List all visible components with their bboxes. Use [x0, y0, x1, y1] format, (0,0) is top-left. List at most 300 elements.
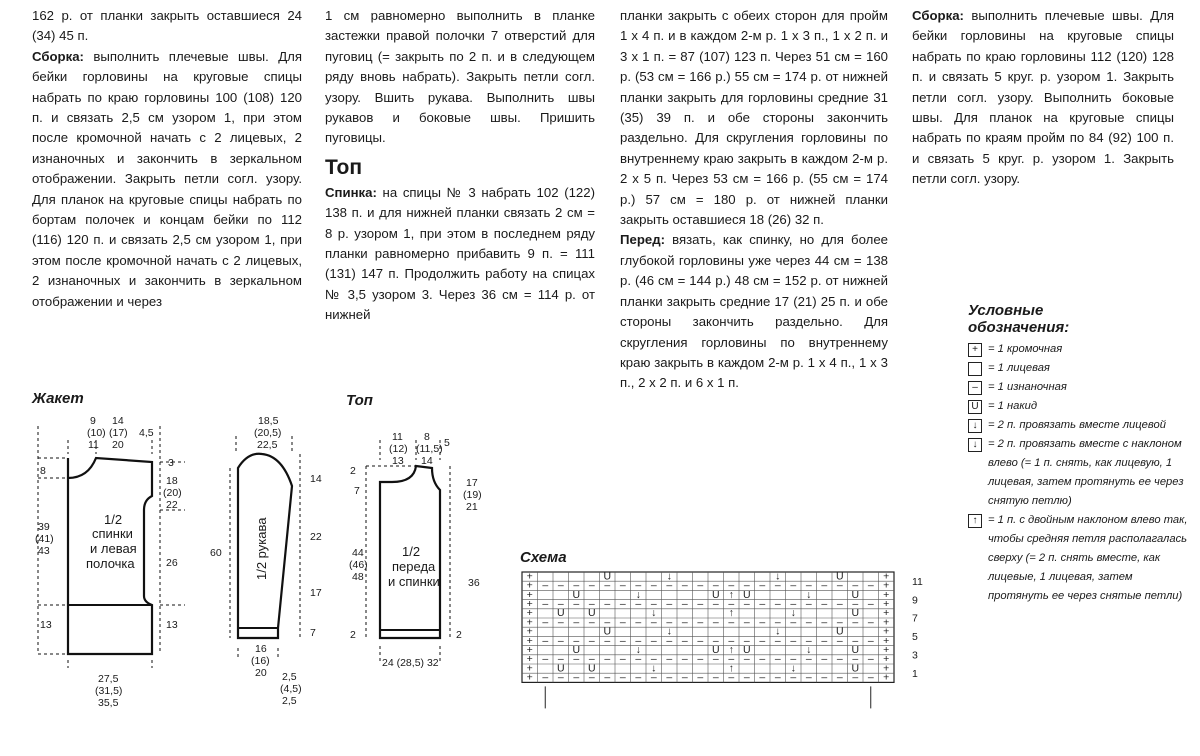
chart-stitch: ↓ — [635, 643, 641, 656]
chart-stitch: ↓ — [651, 662, 657, 675]
sleeve-mid: 22 — [310, 531, 322, 543]
chart-stitch: + — [883, 579, 890, 592]
top-bottom-w: 24 (28,5) 32 — [382, 657, 439, 669]
chart-stitch: – — [774, 671, 781, 684]
chart-stitch: – — [557, 634, 564, 647]
jacket-label: полочка — [86, 556, 135, 571]
chart-stitch: + — [883, 662, 890, 675]
chart-stitch: – — [681, 579, 688, 592]
jacket-shoulder-h: 3 — [168, 457, 174, 469]
sleeve-top-w: 22,5 — [257, 439, 278, 451]
jacket-title: Жакет — [32, 390, 84, 407]
chart-stitch: – — [588, 653, 595, 666]
sleeve-offset: (4,5) — [280, 683, 302, 695]
chart-stitch: ↓ — [666, 625, 672, 638]
jacket-shoulder-w: 14 — [112, 415, 124, 427]
chart-stitch: – — [852, 597, 859, 610]
top-shoulder-w: 8 — [424, 431, 430, 443]
chart-stitch: U — [851, 607, 860, 620]
chart-stitch: – — [759, 671, 766, 684]
top-armhole: 21 — [466, 501, 478, 513]
chart-stitch: – — [759, 597, 766, 610]
chart-stitch: – — [774, 597, 781, 610]
chart-stitch: – — [604, 671, 611, 684]
text-column-2 — [325, 6, 595, 326]
top-label: переда — [392, 559, 436, 574]
chart-stitch: – — [588, 579, 595, 592]
chart-stitch: – — [619, 671, 626, 684]
jacket-side: 26 — [166, 557, 178, 569]
chart-stitch: – — [697, 671, 704, 684]
legend-symbol: ↓ — [968, 419, 982, 433]
chart-stitch: – — [821, 616, 828, 629]
jacket-neck-w: 9 — [90, 415, 96, 427]
chart-stitch: ↓ — [806, 643, 812, 656]
chart-stitch: – — [743, 653, 750, 666]
chart-stitch: – — [759, 579, 766, 592]
row-number: 11 — [912, 575, 923, 588]
chart-stitch: U — [572, 588, 581, 601]
legend-symbol — [968, 362, 982, 376]
chart-stitch: – — [697, 653, 704, 666]
chart-stitch: U — [851, 588, 860, 601]
jacket-total-h: 39 — [38, 521, 50, 533]
chart-stitch: – — [852, 634, 859, 647]
chart-stitch: ↓ — [806, 588, 812, 601]
paragraph: планки закрыть с обеих сторон для пройм 1 х 4 п. и в каждом 2-м р. 1 х 3 п., 1 х 2 п. и 3 х 1 п. = 87 (107) 123 п. Через 51 см = 160 р. (53 см = 166 р.) 55 см = 174 р. от нижней планки закрыть для горловины средние 31 (35) 39 п. и обе стороны закончить раздельно. Для скругления горловины по внутреннему краю закрыть в каждом 2-м р. 2 х 5 п. Через 53 см = 166 р. (55 см = 174 р.) 57 см = 180 р. от нижней планки закрыть оставшиеся 18 (26) 32 п. — [620, 8, 888, 228]
chart-stitch: + — [526, 671, 533, 684]
chart-stitch: – — [790, 671, 797, 684]
chart-stitch: – — [774, 616, 781, 629]
sleeve-cap: 14 — [310, 473, 322, 485]
chart-stitch: – — [619, 579, 626, 592]
chart-stitch: ↓ — [790, 662, 796, 675]
legend-symbol: ↑ — [968, 514, 982, 528]
chart-stitch: – — [790, 579, 797, 592]
chart-stitch: U — [603, 570, 612, 583]
chart-stitch: – — [743, 671, 750, 684]
chart-stitch: – — [635, 653, 642, 666]
chart-stitch: – — [821, 579, 828, 592]
chart-stitch: – — [604, 653, 611, 666]
chart-stitch: – — [836, 634, 843, 647]
chart-stitch: + — [883, 671, 890, 684]
chart-stitch: – — [542, 671, 549, 684]
chart-stitch: – — [759, 653, 766, 666]
chart-stitch: – — [588, 671, 595, 684]
chart-stitch: + — [883, 625, 890, 638]
chart-stitch: – — [743, 616, 750, 629]
chart-stitch: – — [542, 653, 549, 666]
chart-stitch: – — [774, 653, 781, 666]
top-neck-w: 11 — [392, 431, 403, 443]
legend-item — [968, 416, 1193, 435]
legend-title-1: Условные — [968, 302, 1044, 319]
chart-stitch: – — [557, 597, 564, 610]
paragraph: 162 р. от планки закрыть оставшиеся 24 (34) 45 п. — [32, 8, 302, 44]
paragraph-text: выполнить плечевые швы. Для бейки горловины на круговые спицы набрать по краю горловины 100 (108) 120 п. и связать 2,5 см узором 1, при этом после кромочной начать с 2 лицевых, 2 изнаночных и закончить в зеркальном отображении. Закрыть петли согл. узору. Для планок на круговые спицы набрать по бортам полочек и концам бейки по 112 (116) 120 п. и связать 2,5 см узором 1, при этом после кромочной начать с 2 лицевых, 2 изнаночных и закончить в зеркальном отображении и через — [32, 48, 302, 309]
jacket-bottom-w: 35,5 — [98, 697, 119, 709]
chart-stitch: – — [774, 634, 781, 647]
chart-stitch: + — [526, 634, 533, 647]
top-title: Топ — [346, 392, 373, 409]
chart-stitch: – — [867, 634, 874, 647]
chart-stitch: – — [805, 579, 812, 592]
chart-stitch: – — [635, 616, 642, 629]
chart-stitch: – — [867, 597, 874, 610]
legend-symbol: ↓ — [968, 438, 982, 452]
chart-stitch: – — [666, 579, 673, 592]
sleeve-low: 17 — [310, 587, 322, 599]
chart-stitch: – — [728, 616, 735, 629]
top-neck-w: (12) — [389, 443, 408, 455]
jacket-label: 1/2 — [104, 512, 123, 527]
chart-stitch: – — [681, 634, 688, 647]
chart-stitch: – — [805, 671, 812, 684]
chart-stitch: – — [790, 653, 797, 666]
chart-stitch: + — [883, 653, 890, 666]
chart-stitch: – — [635, 597, 642, 610]
chart-stitch: + — [526, 607, 533, 620]
jacket-bottom-w: (31,5) — [95, 685, 123, 697]
chart-stitch: – — [666, 616, 673, 629]
jacket-label: и левая — [90, 541, 137, 556]
chart-stitch: – — [836, 653, 843, 666]
chart-stitch: – — [821, 597, 828, 610]
sleeve-bottom-w: 20 — [255, 667, 267, 679]
chart-stitch: – — [697, 634, 704, 647]
jacket-armhole: (20) — [163, 487, 182, 499]
chart-stitch: – — [867, 579, 874, 592]
legend-symbol: – — [968, 381, 982, 395]
chart-stitch: – — [666, 597, 673, 610]
chart-stitch: ↑ — [728, 588, 734, 601]
top-top-h: 2 — [350, 465, 356, 477]
jacket-total-h: 43 — [38, 545, 50, 557]
jacket-total-h: (41) — [35, 533, 54, 545]
chart-stitch: – — [821, 671, 828, 684]
chart-stitch: U — [742, 643, 751, 656]
back-label: Спинка: — [325, 184, 377, 200]
top-neck-w: 13 — [392, 455, 404, 467]
paragraph-text: вязать, как спинку, но для более глубокой горловины уже через 44 см = 138 р. (46 см = 144 р.) 48 см = 152 р. от нижней планки закрыть средние 17 (21) 25 п. и обе стороны закончить раздельно. Для скругления горловины по внутреннему краю закрыть в каждом 2-м р. 1 х 4 п., 1 х 3 п., 2 х 2 п. и 6 х 1 п. — [620, 232, 888, 391]
chart-stitch: – — [852, 616, 859, 629]
jacket-neck-drop: 4,5 — [139, 427, 154, 439]
chart-stitch: U — [711, 588, 720, 601]
chart-stitch: – — [573, 653, 580, 666]
chart-stitch: + — [526, 616, 533, 629]
legend-symbol: + — [968, 343, 982, 357]
chart-stitch: U — [587, 607, 596, 620]
chart-stitch: ↓ — [635, 588, 641, 601]
chart-stitch: – — [790, 616, 797, 629]
chart-stitch: – — [542, 634, 549, 647]
chart-stitch: – — [867, 653, 874, 666]
jacket-bottom-w: 27,5 — [98, 673, 119, 685]
chart-stitch: – — [650, 634, 657, 647]
chart-stitch: – — [681, 653, 688, 666]
row-number: 5 — [912, 631, 918, 644]
chart-stitch: – — [588, 616, 595, 629]
chart-stitch: – — [805, 597, 812, 610]
legend-text: = 1 п. с двойным наклоном влево так, чтобы средняя петля располагалась сверху (= 2 п. снять вместе, как лицевые, 1 лицевая, затем протянуть ее через снятые петли) — [988, 514, 1188, 602]
chart-stitch: – — [619, 653, 626, 666]
chart-stitch: + — [883, 588, 890, 601]
top-total-h: 48 — [352, 571, 364, 583]
legend-item — [968, 511, 1193, 606]
chart-grid — [522, 570, 894, 683]
chart-stitch: – — [728, 653, 735, 666]
chart-stitch: ↑ — [728, 662, 734, 675]
chart-stitch: + — [883, 616, 890, 629]
legend-item — [968, 397, 1193, 416]
chart-stitch: – — [542, 616, 549, 629]
legend-items — [968, 340, 1193, 606]
chart-stitch: – — [821, 653, 828, 666]
chart-stitch: – — [867, 671, 874, 684]
legend-item — [968, 359, 1193, 378]
top-neck-drop: 5 — [444, 437, 450, 449]
chart-stitch: ↓ — [790, 607, 796, 620]
top-band-h-r: 2 — [456, 629, 462, 641]
chart-stitch: – — [836, 597, 843, 610]
chart-stitch: – — [619, 597, 626, 610]
chart-stitch: ↓ — [775, 570, 781, 583]
chart-stitch: – — [650, 579, 657, 592]
paragraph — [620, 230, 888, 393]
chart-stitch: U — [835, 625, 844, 638]
chart-stitch: – — [743, 579, 750, 592]
chart-stitch: – — [836, 671, 843, 684]
chart-stitch: + — [883, 597, 890, 610]
chart-stitch: – — [790, 634, 797, 647]
row-number: 9 — [912, 594, 918, 607]
chart-stitch: – — [697, 597, 704, 610]
top-armhole: (19) — [463, 489, 482, 501]
chart-stitch: U — [572, 643, 581, 656]
chart-stitch: + — [526, 588, 533, 601]
paragraph — [325, 183, 595, 326]
jacket-band: 13 — [40, 619, 52, 631]
chart-stitch: – — [542, 597, 549, 610]
chart-stitch: + — [526, 643, 533, 656]
text-column-3 — [620, 6, 888, 394]
top-label: 1/2 — [402, 544, 421, 559]
sleeve-bottom-w: (16) — [251, 655, 270, 667]
chart-stitch: – — [557, 671, 564, 684]
assembly-label: Сборка: — [912, 8, 964, 23]
chart-stitch: – — [588, 634, 595, 647]
chart-stitch: – — [728, 597, 735, 610]
schema-title: Схема — [520, 549, 567, 566]
jacket-shoulder-w: 20 — [112, 439, 124, 451]
chart-stitch: – — [604, 579, 611, 592]
text-column-1 — [32, 6, 302, 312]
chart-stitch: – — [852, 653, 859, 666]
chart-stitch: – — [712, 653, 719, 666]
paragraph-text: на спицы № 3 набрать 102 (122) 138 п. и для нижней планки связать 2 см = 8 р. узором 1, при этом в последнем ряду планки равномерно прибавить 9 п. = 111 (131) 147 п. Продолжить работу на спицах № 3,5 узором 3. Через 36 см = 114 р. от нижней — [325, 184, 595, 323]
jacket-neck-w: (10) — [87, 427, 106, 439]
chart-stitch: – — [604, 616, 611, 629]
legend-symbol: U — [968, 400, 982, 414]
sleeve-label: 1/2 рукава — [254, 517, 269, 580]
jacket-neck-w: 11 — [88, 439, 99, 451]
sleeve-offset: 2,5 — [282, 695, 297, 707]
chart-stitch: – — [619, 634, 626, 647]
chart-stitch: – — [743, 634, 750, 647]
chart-stitch: – — [712, 671, 719, 684]
chart-stitch: – — [666, 671, 673, 684]
chart-stitch: – — [666, 653, 673, 666]
chart-stitch: – — [557, 616, 564, 629]
sleeve-total: 60 — [210, 547, 222, 559]
chart-stitch: – — [650, 616, 657, 629]
chart-stitch: – — [805, 653, 812, 666]
legend-text: = 1 накид — [988, 400, 1038, 412]
chart-stitch: U — [835, 570, 844, 583]
chart-stitch: U — [556, 607, 565, 620]
sleeve-top-w: (20,5) — [254, 427, 282, 439]
top-band-h: 2 — [350, 629, 356, 641]
chart-stitch: – — [573, 634, 580, 647]
chart-stitch: – — [635, 634, 642, 647]
chart-stitch: – — [697, 616, 704, 629]
chart-stitch: – — [650, 671, 657, 684]
chart-stitch: – — [836, 616, 843, 629]
chart-stitch: – — [728, 634, 735, 647]
paragraph — [32, 47, 302, 312]
chart-stitch: – — [681, 671, 688, 684]
legend-item — [968, 340, 1193, 359]
legend-item — [968, 378, 1193, 397]
chart-stitch: – — [557, 579, 564, 592]
legend-text: = 1 кромочная — [988, 343, 1063, 355]
row-number: 1 — [912, 667, 918, 680]
chart-stitch: + — [883, 570, 890, 583]
chart-stitch: + — [526, 570, 533, 583]
chart-stitch: – — [867, 616, 874, 629]
legend-text: = 1 изнаночная — [988, 381, 1067, 393]
chart-stitch: U — [711, 643, 720, 656]
chart-stitch: – — [542, 579, 549, 592]
chart-stitch: – — [681, 597, 688, 610]
chart-stitch: ↑ — [728, 607, 734, 620]
chart-stitch: – — [573, 616, 580, 629]
paragraph-text: выполнить плечевые швы. Для бейки горловины на круговые спицы набрать по краю горловины 112 (120) 128 п. и связать 5 круг. р. узором 1. Закрыть петли согл. узору. Выполнить боковые швы. Для планок на круговые спицы набрать по краям пройм по 84 (92) 100 п. и связать 5 круг. р. узором 1. Закрыть петли согл. узору. — [912, 8, 1174, 187]
top-total-h: 44 — [352, 547, 364, 559]
chart-stitch: + — [526, 625, 533, 638]
legend-text: = 2 п. провязать вместе с наклоном влево (= 1 п. снять, как лицевую, 1 лицевая, затем протянуть ее через снятую петлю) — [988, 438, 1184, 507]
legend-item — [968, 435, 1193, 511]
chart-stitch: – — [635, 579, 642, 592]
chart-stitch: – — [666, 634, 673, 647]
chart-stitch: – — [650, 653, 657, 666]
chart-stitch: – — [573, 579, 580, 592]
sleeve-top-w: 18,5 — [258, 415, 279, 427]
chart-stitch: – — [604, 634, 611, 647]
row-number: 3 — [912, 649, 918, 662]
chart-stitch: + — [883, 634, 890, 647]
chart-stitch: – — [821, 634, 828, 647]
legend — [968, 302, 1193, 606]
chart-stitch: – — [573, 597, 580, 610]
chart-stitch: – — [712, 579, 719, 592]
front-label: Перед: — [620, 232, 665, 248]
section-heading: Топ — [325, 155, 363, 179]
paragraph — [912, 6, 1174, 190]
top-shoulder-w: 14 — [421, 455, 433, 467]
chart-stitch: + — [883, 607, 890, 620]
top-armhole: 17 — [466, 477, 478, 489]
top-shoulder-w: (11,5) — [416, 443, 443, 455]
top-label: и спинки — [388, 574, 440, 589]
chart-stitch: ↑ — [728, 643, 734, 656]
top-neck-h: 7 — [354, 485, 360, 497]
chart-stitch: – — [805, 634, 812, 647]
chart-stitch: + — [526, 653, 533, 666]
chart-stitch: – — [619, 616, 626, 629]
chart-stitch: – — [774, 579, 781, 592]
chart-stitch: – — [712, 616, 719, 629]
jacket-band-r: 13 — [166, 619, 178, 631]
chart-stitch: U — [851, 643, 860, 656]
chart-stitch: U — [851, 662, 860, 675]
chart-stitch: – — [681, 616, 688, 629]
chart-stitch: + — [526, 597, 533, 610]
sleeve-bottom-w: 16 — [255, 643, 267, 655]
jacket-shoulder-w: (17) — [109, 427, 128, 439]
sleeve-cuff: 7 — [310, 627, 316, 639]
chart-stitch: – — [805, 616, 812, 629]
top-total-h: (46) — [349, 559, 368, 571]
chart-stitch: ↓ — [666, 570, 672, 583]
text-column-4 — [912, 6, 1174, 190]
chart-stitch: – — [790, 597, 797, 610]
chart-stitch: – — [635, 671, 642, 684]
chart-stitch: – — [650, 597, 657, 610]
jacket-label: спинки — [92, 526, 133, 541]
chart-stitch: + — [883, 643, 890, 656]
chart-stitch: – — [557, 653, 564, 666]
top-side: 36 — [468, 577, 480, 589]
chart-stitch: ↓ — [651, 607, 657, 620]
chart-stitch: U — [742, 588, 751, 601]
chart-stitch: – — [836, 579, 843, 592]
legend-text: = 2 п. провязать вместе лицевой — [988, 419, 1166, 431]
stitch-chart — [520, 568, 950, 718]
chart-stitch: – — [712, 634, 719, 647]
chart-stitch: – — [759, 634, 766, 647]
chart-stitch: – — [728, 671, 735, 684]
chart-stitch: ↓ — [775, 625, 781, 638]
chart-stitch: – — [743, 597, 750, 610]
chart-stitch: + — [526, 662, 533, 675]
chart-stitch: U — [556, 662, 565, 675]
chart-stitch: U — [587, 662, 596, 675]
chart-stitch: – — [588, 597, 595, 610]
jacket-armhole: 18 — [166, 475, 178, 487]
jacket-neck-h: 8 — [40, 465, 46, 477]
chart-stitch: – — [712, 597, 719, 610]
legend-title-2: обозначения: — [968, 319, 1070, 336]
garment-diagrams — [0, 410, 520, 756]
assembly-label: Сборка: — [32, 48, 84, 64]
sleeve-offset: 2,5 — [282, 671, 297, 683]
chart-stitch: U — [603, 625, 612, 638]
chart-stitch: – — [728, 579, 735, 592]
legend-text: = 1 лицевая — [988, 362, 1050, 374]
chart-stitch: – — [604, 597, 611, 610]
